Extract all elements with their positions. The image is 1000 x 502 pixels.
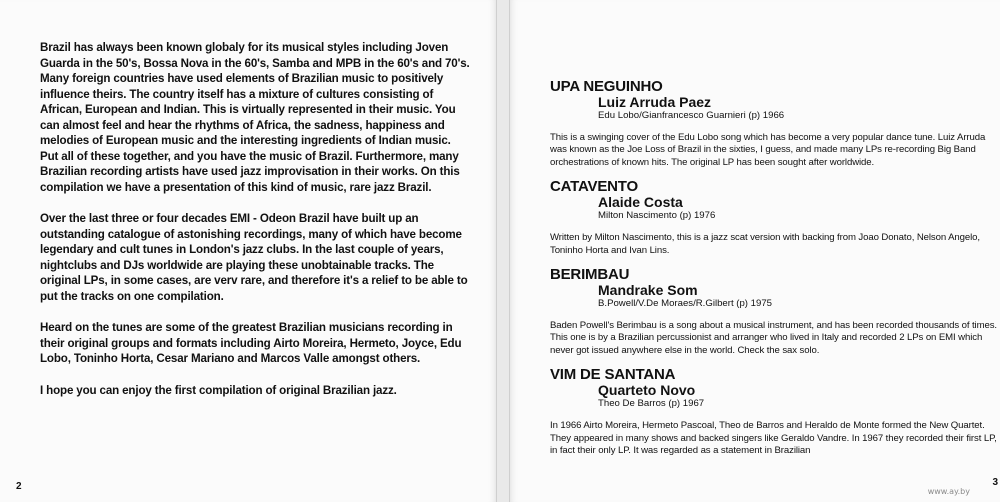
watermark: www.ay.by <box>927 487 970 496</box>
track-credit: Edu Lobo/Gianfrancesco Guarnieri (p) 1966 <box>598 110 785 121</box>
page-number-right: 3 <box>992 477 998 488</box>
intro-paragraph-1: Brazil has always been known globaly for its musical styles including Joven Guarda in the 50's, Bossa Nova in the 60's, Samba and MPB in the 60's and 70's. Many foreign countries have used elements of Brazilian music to positively influence theirs. The country itself has a mixture of cultures consisting of African, European and Indian. This is virtually represented in their music. You can almost feel and hear the rhythms of Africa, the sadness, happiness and melodies of European music and the interesting ingredients of Indian music. Put all of these together, and you have the music of Brazil. Furthermore, many Brazilian recording artists have used jazz improvisation in their works. On this compilation we have a presentation of this kind of music, rare jazz Brazil. <box>40 41 470 194</box>
track-list <box>550 79 1000 467</box>
track-description: In 1966 Airto Moreira, Hermeto Pascoal, Theo de Barros and Heraldo de Monte formed the New Quartet. They appeared in many shows and backed singers like Geraldo Vandre. In 1967 they recorded their first LP, in fact their only LP. It was regarded as a statement in Brazilian <box>550 420 997 457</box>
intro-text <box>40 40 470 414</box>
track-entry <box>550 79 1000 169</box>
track-entry <box>550 179 1000 257</box>
intro-paragraph-2: Over the last three or four decades EMI - Odeon Brazil have built up an outstanding catalogue of astonishing recordings, many of which have become legendary and cult tunes in London's jazz clubs. In the last couple of years, nightclubs and DJs worldwide are playing these unobtainable tracks. The original LPs, in some cases, are verv rare, and therefore it's a relief to be able to put the tracks on one compilation. <box>40 212 468 303</box>
track-title: BERIMBAU <box>550 266 630 284</box>
track-title: VIM DE SANTANA <box>550 366 676 384</box>
track-credit: Milton Nascimento (p) 1976 <box>598 210 716 222</box>
track-description: Written by Milton Nascimento, this is a jazz scat version with backing from Joao Donato, Nelson Angelo, Toninho Horta and Ivan Lins. <box>550 232 980 256</box>
track-title: CATAVENTO <box>550 178 638 196</box>
track-entry <box>550 267 1000 357</box>
booklet-gutter <box>497 0 509 502</box>
track-entry <box>550 367 1000 457</box>
track-artist: Mandrake Som <box>598 282 698 299</box>
track-credit: B.Powell/V.De Moraes/R.Gilbert (p) 1975 <box>598 298 773 310</box>
track-credit: Theo De Barros (p) 1967 <box>598 398 705 410</box>
right-page <box>509 0 1000 502</box>
track-artist: Quarteto Novo <box>598 382 696 399</box>
track-title: UPA NEGUINHO <box>550 78 663 95</box>
track-description: This is a swinging cover of the Edu Lobo song which has become a very popular dance tune. Luiz Arruda was known as the Joe Loss of Brazil in the sixties, I guess, and made many LPs re-recording Big Band orchestrations of known hits. The original LP has been sought after worldwide. <box>550 132 986 168</box>
track-description: Baden Powell's Berimbau is a song about a musical instrument, and has been recorded thousands of times. This one is by a Brazilian percussionist and arranger who lived in Italy and recorded 2 LPs on EMI which never got issued anywhere else in the world. Check the sax solo. <box>550 320 997 356</box>
intro-paragraph-3: Heard on the tunes are some of the greatest Brazilian musicians recording in their original groups and formats including Airto Moreira, Hermeto, Joyce, Edu Lobo, Toninho Horta, Cesar Mariano and Marcos Valle amongst others. <box>40 321 462 365</box>
track-artist: Luiz Arruda Paez <box>598 94 712 110</box>
track-artist: Alaide Costa <box>598 194 683 211</box>
left-page <box>0 0 497 502</box>
intro-paragraph-4: I hope you can enjoy the first compilation of original Brazilian jazz. <box>40 383 397 397</box>
page-number-left: 2 <box>16 481 22 492</box>
